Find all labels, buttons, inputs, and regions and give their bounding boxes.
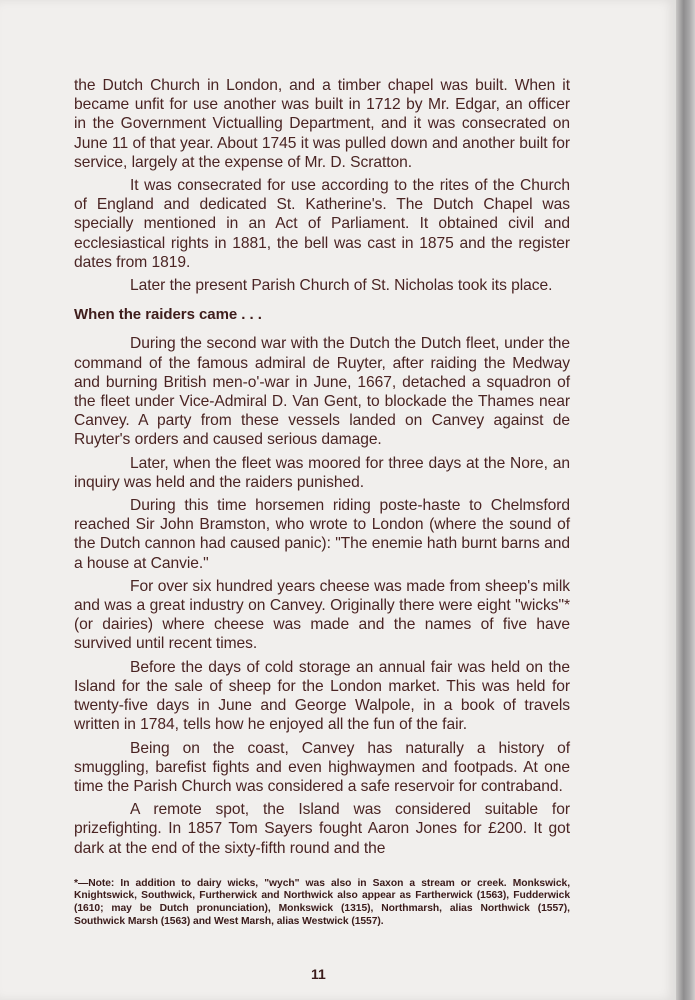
page-content — [74, 76, 570, 928]
paragraph: During this time horsemen riding poste-haste to Chelmsford reached Sir John Bramston, who wrote to London (where the sound of the Dutch cannon had caused panic): "The enemie hath burnt barns and a house at Canvie." — [74, 497, 570, 572]
page-number: 11 — [311, 966, 326, 982]
page-edge-shadow — [676, 0, 695, 1000]
paragraph: Before the days of cold storage an annual fair was held on the Island for the sale of sheep for the London market. This was held for twenty-five days in June and George Walpole, in a book of travels written in 1784, tells how he enjoyed all the fun of the fair. — [74, 658, 570, 734]
paragraph: A remote spot, the Island was considered suitable for prizefighting. In 1857 Tom Sayers fought Aaron Jones for £200. It got dark at the end of the sixty-fifth round and the — [74, 801, 570, 857]
paragraph: For over six hundred years cheese was made from sheep's milk and was a great industry on Canvey. Originally there were eight "wicks"* (or dairies) where cheese was made and the names of five have survived until recent times. — [74, 577, 570, 653]
footnote: *—Note: In addition to dairy wicks, "wych" was also in Saxon a stream or creek. Monkswick, Knightswick, Southwick, Furtherwick and Northwick also appear as Fartherwick (1563), Fudderwick (1610; may be Dutch pronunciation), Monkswick (1315), Northmarsh, alias Northwick (1557), Southwick Marsh (1563) and West Marsh, alias Westwick (1557). — [74, 877, 570, 927]
paragraph: It was consecrated for use according to the rites of the Church of England and dedicated St. Katherine's. The Dutch Chapel was specially mentioned in an Act of Parliament. It obtained civil and ecclesiastical rights in 1881, the bell was cast in 1875 and the register dates from 1819. — [74, 177, 570, 271]
paragraph: Later the present Parish Church of St. Nicholas took its place. — [130, 277, 553, 295]
paragraph: Later, when the fleet was moored for three days at the Nore, an inquiry was held and the raiders punished. — [74, 454, 570, 491]
paragraph: During the second war with the Dutch the Dutch fleet, under the command of the famous admiral de Ruyter, after raiding the Medway and burning British men-o'-war in June, 1667, detached a squadron of the fleet under Vice-Admiral D. Van Gent, to blockade the Thames near Canvey. A party from these vessels landed on Canvey against de Ruyter's orders and caused serious damage. — [74, 335, 570, 449]
paragraph: the Dutch Church in London, and a timber chapel was built. When it became unfit for use another was built in 1712 by Mr. Edgar, an officer in the Government Victualling Department, and it was consecrated on June 11 of that year. About 1745 it was pulled down and another built for service, largely at the expense of Mr. D. Scratton. — [74, 77, 570, 171]
paragraph: Being on the coast, Canvey has naturally a history of smuggling, barefist fights and even highwaymen and footpads. At one time the Parish Church was considered a safe reservoir for contraband. — [74, 739, 570, 795]
section-heading: When the raiders came . . . — [74, 306, 262, 324]
